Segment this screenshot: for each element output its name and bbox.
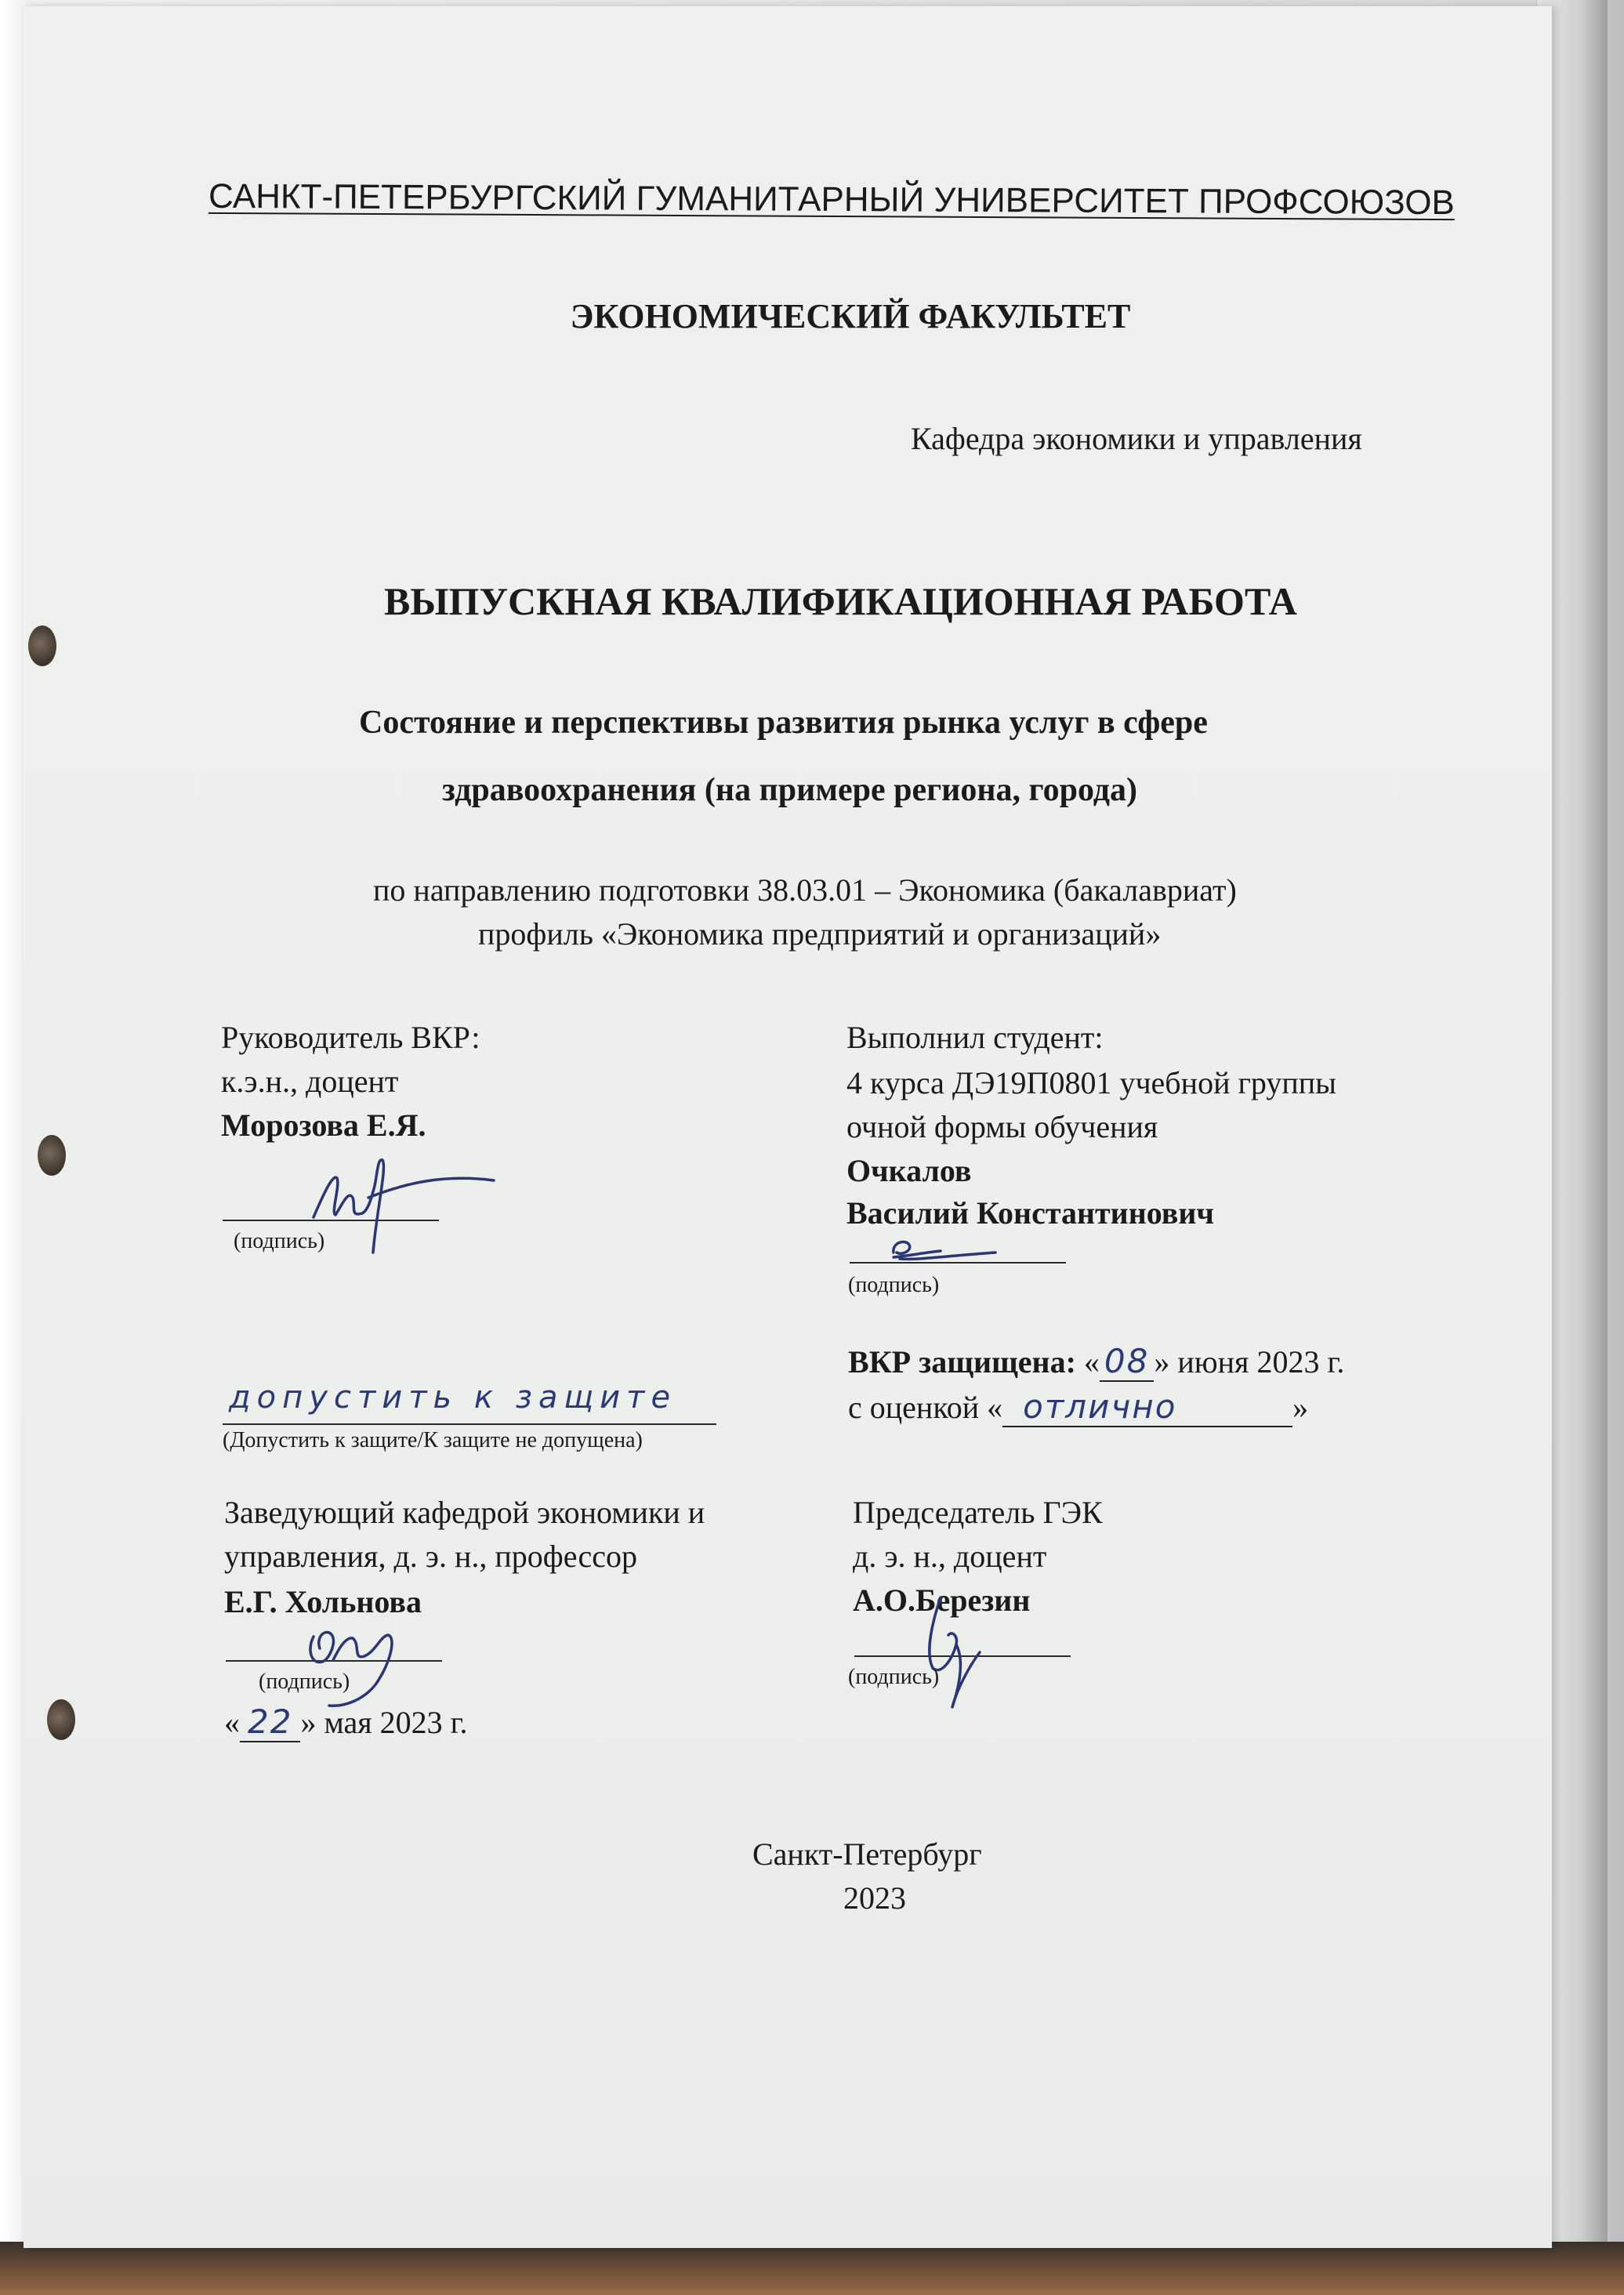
defense-month-year: » июня 2023 г. xyxy=(1154,1344,1345,1380)
defense-label: ВКР защищена: xyxy=(848,1344,1076,1380)
supervisor-degree: к.э.н., доцент xyxy=(221,1064,399,1099)
student-signature-caption: (подпись) xyxy=(848,1273,940,1297)
chairman-degree: д. э. н., доцент xyxy=(853,1539,1047,1574)
defense-day: 08 xyxy=(1100,1342,1154,1382)
student-label: Выполнил студент: xyxy=(846,1020,1104,1055)
head-name: Е.Г. Хольнова xyxy=(224,1584,422,1619)
student-given-name: Василий Константинович xyxy=(846,1195,1214,1231)
chairman-name: А.О.Березин xyxy=(853,1583,1031,1618)
head-signature-caption: (подпись) xyxy=(259,1670,350,1694)
university-name: САНКТ-ПЕТЕРБУРГСКИЙ ГУМАНИТАРНЫЙ УНИВЕРСИТЕТ ПРОФСОЮЗОВ xyxy=(208,176,1455,223)
footer-year: 2023 xyxy=(843,1880,906,1916)
head-title-line1: Заведующий кафедрой экономики и xyxy=(224,1495,705,1530)
faculty-name: ЭКОНОМИЧЕСКИЙ ФАКУЛЬТЕТ xyxy=(570,297,1131,335)
defense-line xyxy=(848,1342,1344,1380)
footer-city: Санкт-Петербург xyxy=(752,1836,982,1872)
defense-open-quote: « xyxy=(1083,1344,1100,1380)
supervisor-label: Руководитель ВКР: xyxy=(221,1020,480,1055)
work-type: ВЫПУСКНАЯ КВАЛИФИКАЦИОННАЯ РАБОТА xyxy=(384,579,1297,623)
chairman-signature xyxy=(909,1590,1003,1723)
chairman-label: Председатель ГЭК xyxy=(853,1495,1103,1530)
grade-value: отлично xyxy=(1002,1387,1292,1427)
binder-hole xyxy=(38,1135,66,1176)
supervisor-name: Морозова Е.Я. xyxy=(221,1108,426,1143)
chairman-signature-caption: (подпись) xyxy=(848,1665,940,1689)
study-profile: профиль «Экономика предприятий и организаций» xyxy=(478,916,1162,952)
head-date-open: « xyxy=(224,1705,240,1740)
binder-hole xyxy=(47,1699,75,1740)
head-date xyxy=(224,1702,468,1741)
head-title-line2: управления, д. э. н., профессор xyxy=(224,1539,637,1574)
admission-caption: (Допустить к защите/К защите не допущена) xyxy=(223,1428,643,1452)
head-signature xyxy=(290,1605,431,1715)
student-study-form: очной формы обучения xyxy=(846,1109,1158,1144)
admission-line xyxy=(223,1423,716,1425)
department-name: Кафедра экономики и управления xyxy=(911,421,1362,456)
grade-suffix: » xyxy=(1292,1390,1309,1425)
title-page xyxy=(24,6,1552,2248)
student-surname: Очкалов xyxy=(846,1153,972,1188)
student-signature xyxy=(878,1229,1011,1268)
supervisor-signature-caption: (подпись) xyxy=(234,1229,325,1253)
admission-handwritten: допустить к защите xyxy=(229,1380,677,1416)
grade-line xyxy=(848,1387,1308,1427)
work-topic-line1: Состояние и перспективы развития рынка услуг в сфере xyxy=(359,705,1208,741)
work-topic-line2: здравоохранения (на примере региона, города) xyxy=(442,772,1137,808)
study-direction: по направлению подготовки 38.03.01 – Экономика (бакалавриат) xyxy=(373,872,1237,908)
desk-surface xyxy=(0,2242,1624,2295)
student-group: 4 курса ДЭ19П0801 учебной группы xyxy=(846,1065,1337,1100)
head-date-day: 22 xyxy=(240,1702,300,1742)
binder-hole xyxy=(28,625,56,666)
grade-prefix: с оценкой « xyxy=(848,1390,1003,1425)
head-date-rest: » мая 2023 г. xyxy=(300,1705,468,1740)
